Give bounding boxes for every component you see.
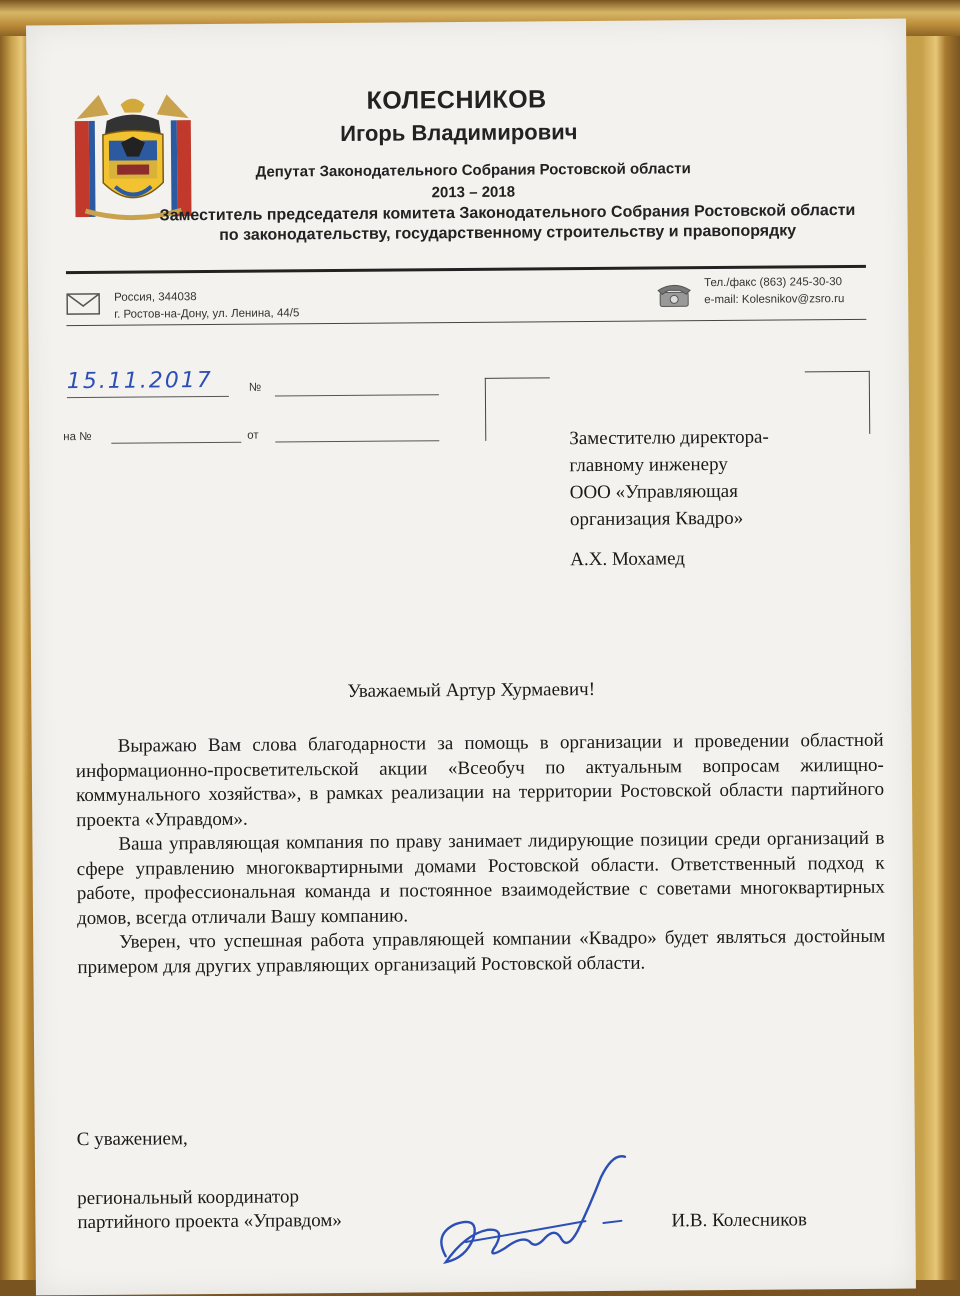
signer-title-line-2: партийного проекта «Управдом» (77, 1210, 342, 1234)
signer-title-line-1: региональный координатор (77, 1186, 299, 1210)
number-underline (275, 394, 439, 396)
address-line-2: г. Ростов-на-Дону, ул. Ленина, 44/5 (114, 307, 300, 321)
addressee-line-3: ООО «Управляющая (569, 480, 739, 504)
from-underline (275, 440, 439, 442)
telephone-icon (656, 280, 692, 308)
letterhead-given-names: Игорь Владимирович (340, 119, 578, 146)
paragraph-1: Выражаю Вам слова благодарности за помощь в организации и проведении областной информационно-просветительской акции «Всеобуч по актуальным вопросам жилищно-коммунального хозяйства», в рамках реализации на территории Ростовской области партийного проекта «Управдом». (75, 729, 885, 831)
letterhead-position2-line2: по законодательству, государственному строительству и правопорядку (219, 222, 797, 244)
postal-address (114, 288, 299, 323)
reply-number-underline (111, 442, 241, 444)
paragraph-3: Уверен, что успешная работа управляющей компании «Квадро» будет являться достойным примером для других управляющих организаций Ростовской области. (77, 925, 886, 978)
email-address: e-mail: Kolesnikov@zsro.ru (704, 293, 845, 307)
signer-title (77, 1185, 342, 1235)
paragraph-2: Ваша управляющая компания по праву занимает лидирующие позиции среди организаций в сфере управлению многоквартирными домами Ростовской области. Ответственный подход к работе, профессиональная команда и постоянное взаимодействие с советами многоквартирных домов, всегда отличали Вашу компанию. (76, 827, 885, 929)
signer-name: И.В. Колесников (671, 1209, 808, 1232)
addressee-block (569, 424, 769, 534)
closing-regards: С уважением, (76, 1128, 188, 1151)
address-corner-right (805, 371, 870, 435)
contact-info (704, 274, 844, 309)
addressee-line-4: организация Квадро» (569, 507, 744, 531)
letter-body (76, 729, 886, 980)
letterhead-term: 2013 – 2018 (431, 183, 516, 202)
handwritten-signature (425, 1137, 656, 1279)
date-underline (67, 396, 229, 398)
letterhead-position: Депутат Законодательного Собрания Ростовской области (255, 160, 691, 181)
number-label: № (248, 381, 262, 394)
reply-number-label: на № (63, 430, 92, 444)
letterhead-surname: КОЛЕСНИКОВ (366, 85, 547, 115)
address-line-1: Россия, 344038 (114, 291, 197, 304)
address-corner-left (485, 377, 550, 441)
handwritten-date: 15.11.2017 (66, 368, 213, 395)
letter-sheet (26, 19, 916, 1296)
addressee-line-2: главному инженеру (569, 453, 728, 477)
from-label: от (247, 429, 259, 442)
letterhead-rule (66, 265, 866, 274)
addressee-name: А.Х. Мохамед (570, 548, 686, 571)
envelope-icon (66, 293, 100, 315)
letterhead-position2-line1: Заместитель председателя комитета Законодательного Собрания Ростовской области (159, 201, 856, 225)
greeting: Уважаемый Артур Хурмаевич! (347, 679, 596, 702)
phone-number: Тел./факс (863) 245-30-30 (704, 276, 843, 290)
addressee-line-1: Заместителю директора- (569, 426, 769, 450)
